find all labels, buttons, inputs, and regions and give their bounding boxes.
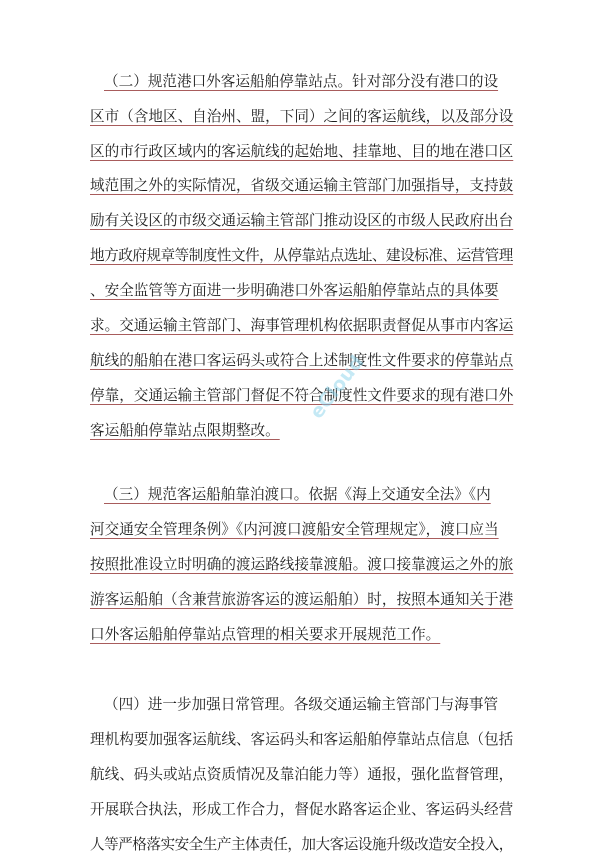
- text-line: （四）进一步加强日常管理。各级交通运输主管部门与海事管: [104, 696, 499, 713]
- text-line: 励有关设区的市级交通运输主管部门推动设区的市级人民政府出台: [90, 212, 514, 229]
- text-line: 求。交通运输主管部门、海事管理机构依据职责督促从事市内客运: [90, 317, 514, 334]
- text-line: 按照批准设立时明确的渡运路线接靠渡船。渡口接靠渡运之外的旅: [90, 556, 514, 573]
- text-line: 地方政府规章等制度性文件，从停靠站点选址、建设标准、运营管理: [90, 247, 513, 264]
- text-line: 域范围之外的实际情况，省级交通运输主管部门加强指导，支持鼓: [90, 177, 514, 194]
- text-line: 区的市行政区域内的客运航线的起始地、挂靠地、目的地在港口区: [90, 143, 514, 160]
- text-line: （二）规范港口外客运船舶停靠站点。针对部分没有港口的设: [104, 73, 499, 90]
- text-line: （三）规范客运船舶靠泊渡口。依据《海上交通安全法》《内: [104, 486, 491, 503]
- text-line: 客运船舶停靠站点限期整改。: [90, 422, 280, 439]
- text-line: 人等严格落实安全生产主体责任，加大客运设施升级改造安全投入，: [90, 836, 513, 853]
- text-line: 游客运船舶（含兼营旅游客运的渡运船舶）时，按照本通知关于港: [90, 591, 514, 608]
- text-line: 、安全监管等方面进一步明确港口外客运船舶停靠站点的具体要: [90, 282, 499, 299]
- watermark: eCloud: [305, 351, 369, 423]
- text-line: 区市（含地区、自治州、盟，下同）之间的客运航线，以及部分设: [90, 108, 514, 125]
- text-line: 开展联合执法，形成工作合力，督促水路客运企业、客运码头经营: [90, 801, 514, 818]
- text-line: 口外客运船舶停靠站点管理的相关要求开展规范工作。: [90, 626, 441, 643]
- text-line: 航线的船舶在港口客运码头或符合上述制度性文件要求的停靠站点: [90, 352, 514, 369]
- text-line: 河交通安全管理条例》《内河渡口渡船安全管理规定》，渡口应当: [90, 521, 499, 538]
- text-line: 理机构要加强客运航线、客运码头和客运船舶停靠站点信息（包括: [90, 731, 514, 748]
- text-line: 航线、码头或站点资质情况及靠泊能力等）通报，强化监督管理，: [90, 766, 514, 783]
- text-line: 停靠，交通运输主管部门督促不符合制度性文件要求的现有港口外: [90, 387, 514, 404]
